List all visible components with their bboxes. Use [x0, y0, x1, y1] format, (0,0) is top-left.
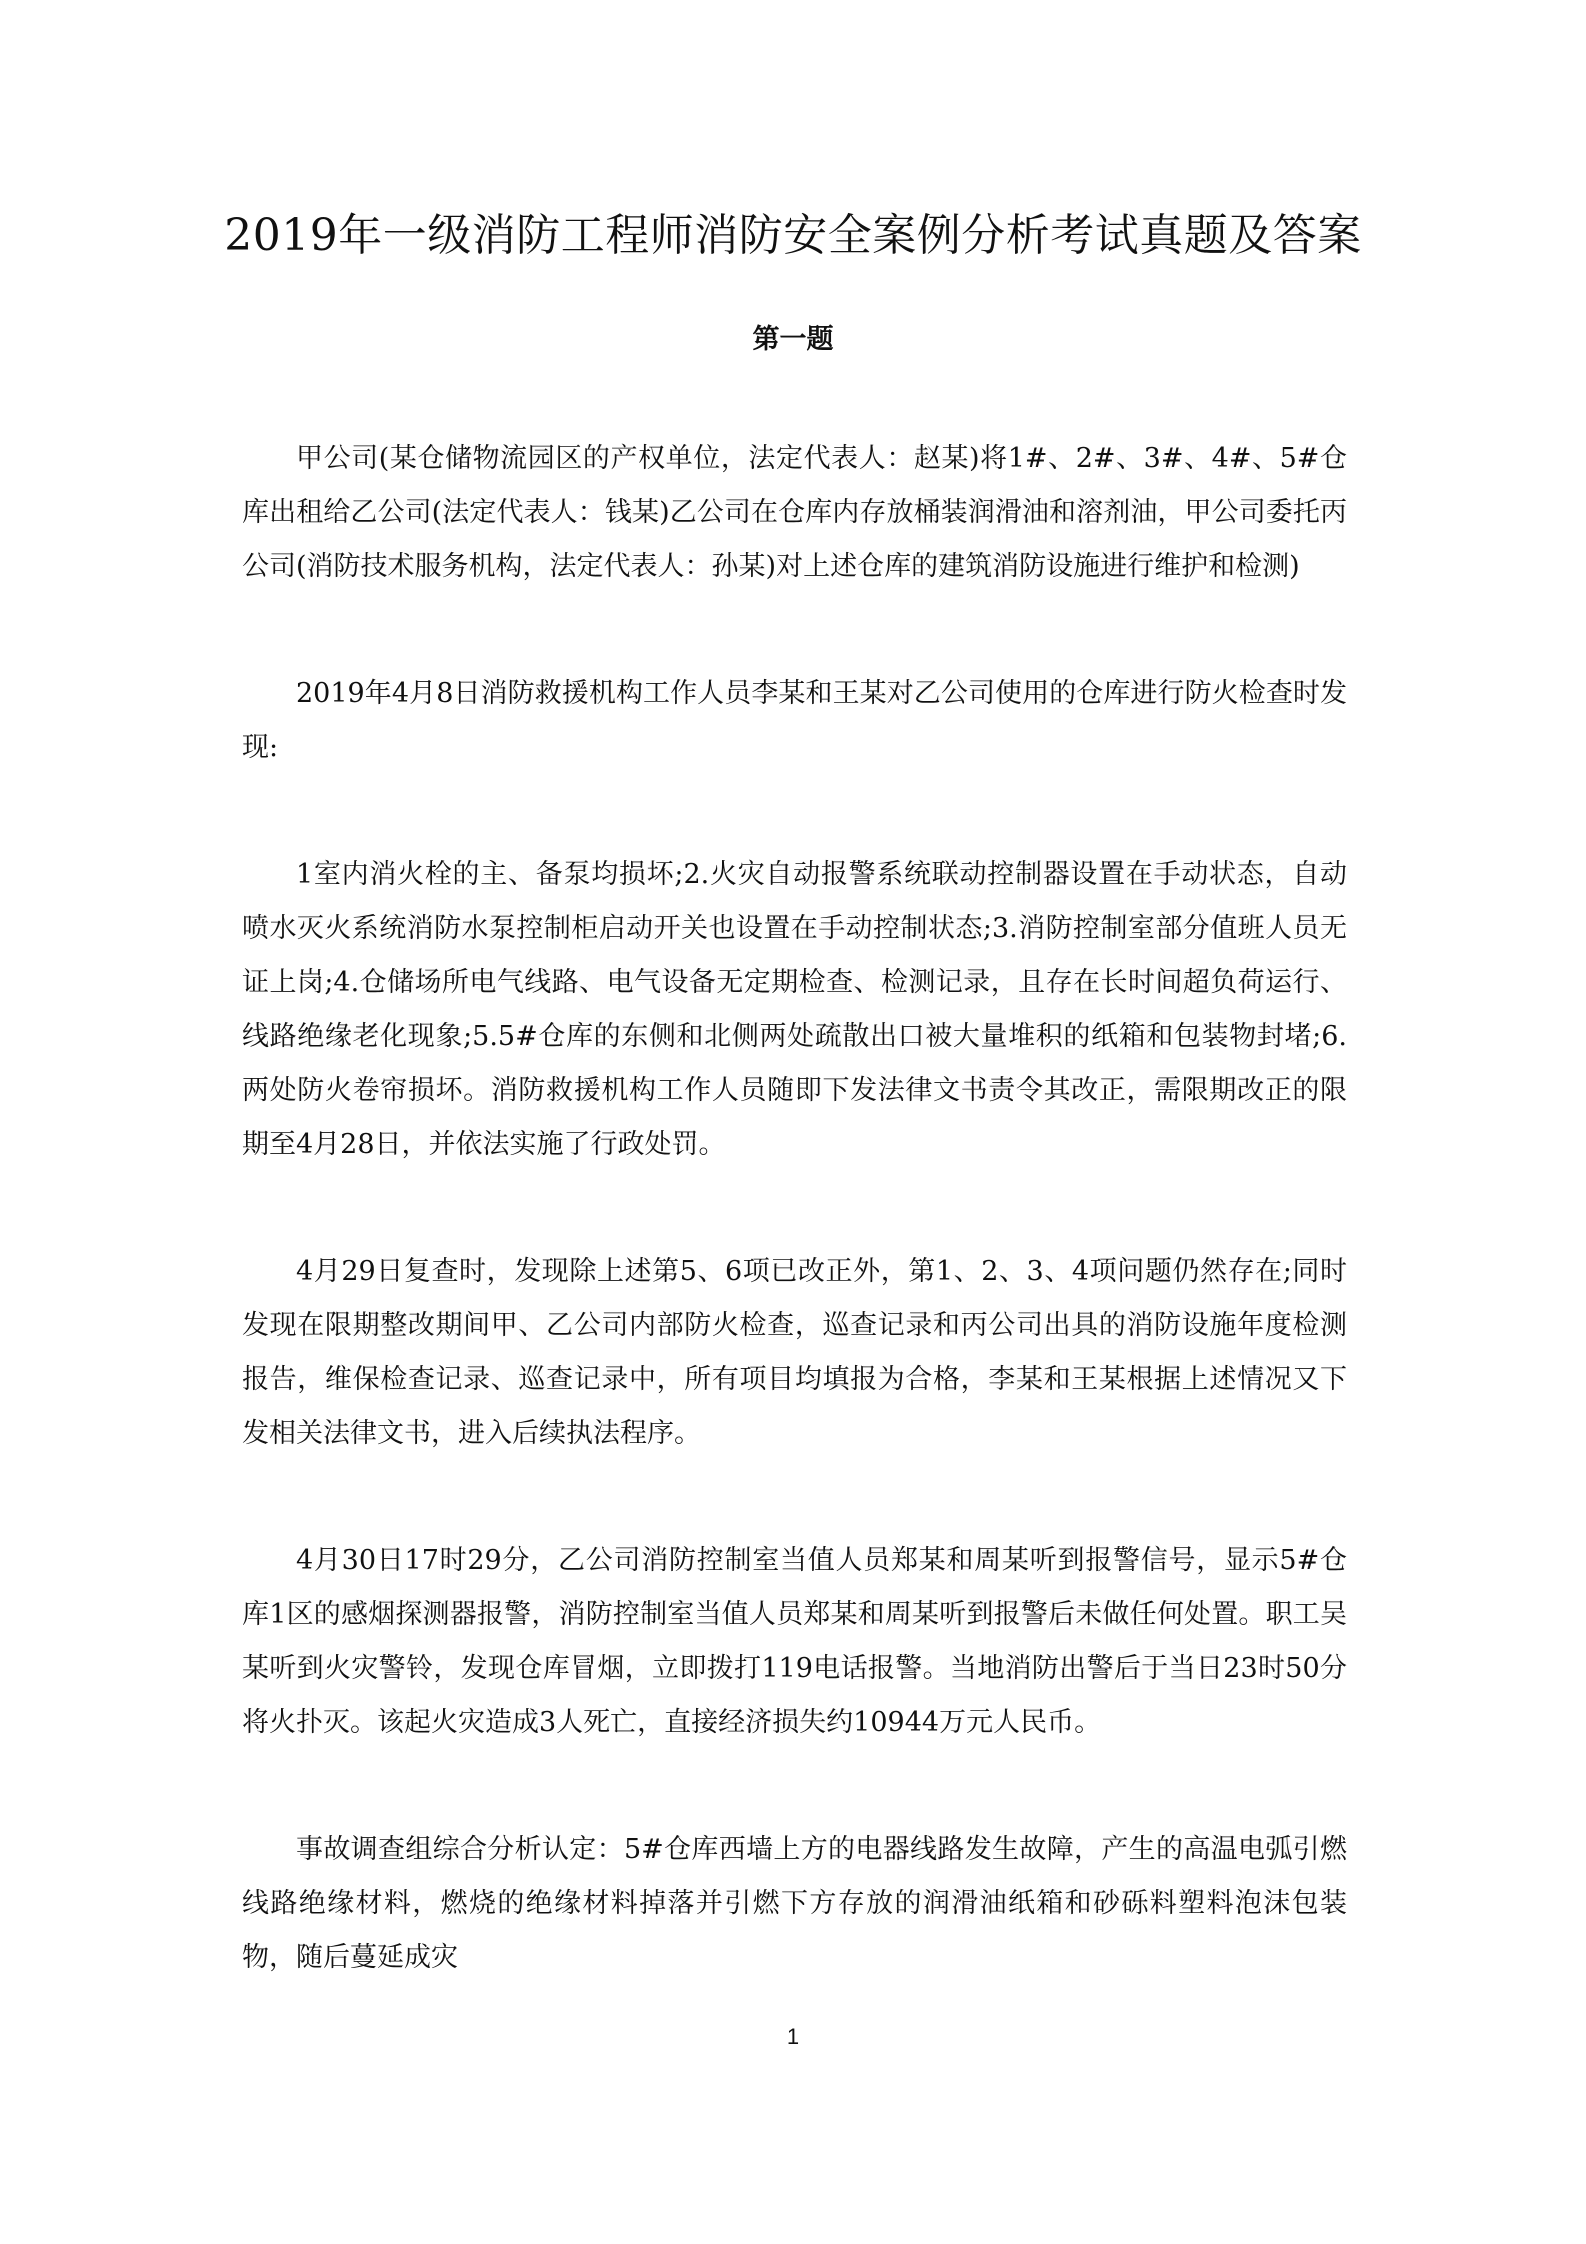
section-heading: 第一题: [752, 324, 834, 355]
paragraph-inspection: 2019年4月8日消防救援机构工作人员李某和王某对乙公司使用的仓库进行防火检查时发现:: [242, 678, 1347, 763]
document-title: 2019年一级消防工程师消防安全案例分析考试真题及答案: [224, 210, 1362, 261]
paragraph-fire-event: 4月30日17时29分，乙公司消防控制室当值人员郑某和周某听到报警信号，显示5#仓库1区的感烟探测器报警，消防控制室当值人员郑某和周某听到报警后未做任何处置。职工吴某听到火灾警铃，发现仓库冒烟，立即拨打119电话报警。当地消防出警后于当日23时50分将火扑灭。该起火灾造成3人死亡，直接经济损失约10944万元人民币。: [242, 1545, 1347, 1738]
document-body: [242, 432, 1347, 1985]
paragraph-intro: 甲公司(某仓储物流园区的产权单位，法定代表人：赵某)将1#、2#、3#、4#、5#仓库出租给乙公司(法定代表人：钱某)乙公司在仓库内存放桶装润滑油和溶剂油，甲公司委托丙公司(消防技术服务机构，法定代表人：孙某)对上述仓库的建筑消防设施进行维护和检测): [242, 443, 1347, 582]
paragraph-findings: 1室内消火栓的主、备泵均损坏;2.火灾自动报警系统联动控制器设置在手动状态，自动喷水灭火系统消防水泵控制柜启动开关也设置在手动控制状态;3.消防控制室部分值班人员无证上岗;4.仓储场所电气线路、电气设备无定期检查、检测记录，且存在长时间超负荷运行、线路绝缘老化现象;5.5#仓库的东侧和北侧两处疏散出口被大量堆积的纸箱和包装物封堵;6.两处防火卷帘损坏。消防救援机构工作人员随即下发法律文书责令其改正，需限期改正的限期至4月28日，并依法实施了行政处罚。: [242, 859, 1347, 1160]
paragraph-investigation: 事故调查组综合分析认定：5#仓库西墙上方的电器线路发生故障，产生的高温电弧引燃线路绝缘材料，燃烧的绝缘材料掉落并引燃下方存放的润滑油纸箱和砂砾料塑料泡沫包装物，随后蔓延成灾: [242, 1834, 1347, 1973]
page-number: 1: [786, 2024, 800, 2049]
paragraph-recheck: 4月29日复查时，发现除上述第5、6项已改正外，第1、2、3、4项问题仍然存在;同时发现在限期整改期间甲、乙公司内部防火检查，巡查记录和丙公司出具的消防设施年度检测报告，维保检查记录、巡查记录中，所有项目均填报为合格，李某和王某根据上述情况又下发相关法律文书，进入后续执法程序。: [242, 1256, 1347, 1449]
